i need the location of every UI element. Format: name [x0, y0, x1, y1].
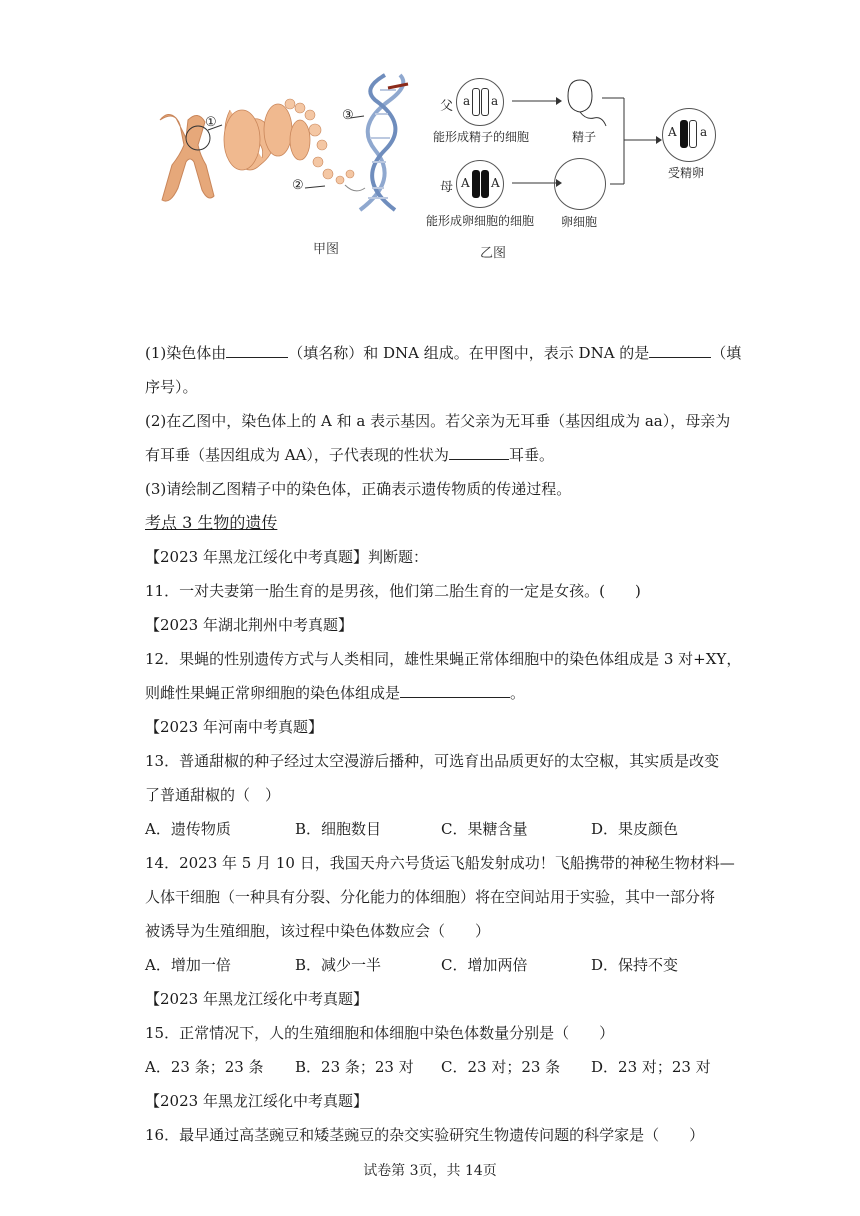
- source-q12: 【2023 年湖北荆州中考真题】: [145, 616, 353, 634]
- chromosome-dna-illustration: [150, 70, 440, 220]
- figure-yi-caption: 乙图: [480, 246, 507, 261]
- q13-options: [145, 812, 725, 846]
- section-title: 考点 3 生物的遗传: [145, 513, 278, 532]
- zygote-label: 受精卵: [668, 166, 705, 180]
- q11-line: 11．一对夫妻第一胎生育的是男孩，他们第二胎生育的一定是女孩。( ): [145, 582, 641, 600]
- q13-option-d[interactable]: D．果皮颜色: [591, 820, 679, 838]
- q13-line2: 了普通甜椒的（ ）: [145, 786, 281, 804]
- label-three: ③: [342, 108, 354, 123]
- zygote-chromosome-right: [689, 120, 697, 148]
- answer-blank[interactable]: [226, 340, 288, 358]
- q13-option-a[interactable]: A．遗传物质: [145, 820, 231, 838]
- egg-cell: [554, 158, 606, 210]
- mother-allele-left: A: [461, 176, 470, 190]
- page-footer: 试卷第 3页，共 14页: [363, 1163, 497, 1179]
- answer-blank[interactable]: [400, 680, 510, 698]
- q14-line1: 14．2023 年 5 月 10 日，我国天舟六号货运飞船发射成功！飞船携带的神秘生物材料—: [145, 854, 735, 872]
- q15-option-b[interactable]: B．23 条；23 对: [295, 1058, 414, 1076]
- arrow-to-sperm: [512, 96, 562, 106]
- father-allele-right: a: [491, 94, 499, 108]
- q1-line2: 序号）。: [145, 378, 198, 396]
- q15-option-c[interactable]: C．23 对；23 条: [441, 1058, 561, 1076]
- q16-line: 16．最早通过高茎豌豆和矮茎豌豆的杂交实验研究生物遗传问题的科学家是（ ）: [145, 1126, 705, 1144]
- q13-option-c[interactable]: C．果糖含量: [441, 820, 528, 838]
- source-q15: 【2023 年黑龙江绥化中考真题】: [145, 990, 368, 1008]
- mother-label: 母: [440, 180, 454, 195]
- sperm-label: 精子: [572, 130, 597, 144]
- father-label: 父: [440, 99, 454, 114]
- mother-chromosome-left: [472, 170, 480, 198]
- q15-option-d[interactable]: D．23 对；23 对: [591, 1058, 711, 1076]
- zygote-chromosome-left: [680, 120, 688, 148]
- source-q16: 【2023 年黑龙江绥化中考真题】: [145, 1092, 368, 1110]
- figure-jia-caption: 甲图: [313, 242, 340, 257]
- zygote-allele-right: a: [700, 125, 708, 139]
- q3-line: (3)请绘制乙图精子中的染色体，正确表示遗传物质的传递过程。: [145, 480, 572, 498]
- q15-options: [145, 1050, 725, 1084]
- q15-line: 15．正常情况下，人的生殖细胞和体细胞中染色体数量分别是（ ）: [145, 1024, 615, 1042]
- q12-line2: 则雌性果蝇正常卵细胞的染色体组成是 。: [145, 676, 725, 710]
- father-chromosome-left: [472, 88, 480, 116]
- answer-blank[interactable]: [449, 442, 509, 460]
- q14-line2: 人体干细胞（一种具有分裂、分化能力的体细胞）将在空间站用于实验，其中一部分将: [145, 888, 716, 906]
- genetics-figure: [150, 70, 730, 270]
- source-q13: 【2023 年河南中考真题】: [145, 718, 323, 736]
- mother-allele-right: A: [491, 176, 500, 190]
- answer-blank[interactable]: [649, 340, 711, 358]
- egg-cell-caption: 能形成卵细胞的细胞: [426, 214, 535, 228]
- egg-label: 卵细胞: [561, 215, 598, 229]
- source-q11: 【2023 年黑龙江绥化中考真题】判断题：: [145, 548, 428, 566]
- father-allele-left: a: [463, 94, 471, 108]
- q13-line1: 13．普通甜椒的种子经过太空漫游后播种，可选育出品质更好的太空椒，其实质是改变: [145, 752, 720, 770]
- q14-option-b[interactable]: B．减少一半: [295, 956, 382, 974]
- question-text: [145, 336, 742, 1152]
- q1-line1: (1)染色体由 （填名称）和 DNA 组成。在甲图中，表示 DNA 的是 （填: [145, 336, 725, 370]
- merge-bracket: [602, 88, 662, 208]
- sperm-cell-caption: 能形成精子的细胞: [433, 130, 530, 144]
- q14-option-d[interactable]: D．保持不变: [591, 956, 679, 974]
- mother-chromosome-right: [481, 170, 489, 198]
- label-two: ②: [292, 178, 304, 193]
- q15-option-a[interactable]: A．23 条；23 条: [145, 1058, 264, 1076]
- q14-options: [145, 948, 725, 982]
- father-chromosome-right: [481, 88, 489, 116]
- q2-line2: 有耳垂（基因组成为 AA），子代表现的性状为 耳垂。: [145, 438, 725, 472]
- q12-line1: 12．果蝇的性别遗传方式与人类相同，雄性果蝇正常体细胞中的染色体组成是 3 对+XY，: [145, 650, 742, 668]
- label-one: ①: [205, 115, 217, 130]
- q2-line1: (2)在乙图中，染色体上的 A 和 a 表示基因。若父亲为无耳垂（基因组成为 aa），母亲为: [145, 412, 731, 430]
- q14-option-a[interactable]: A．增加一倍: [145, 956, 231, 974]
- q13-option-b[interactable]: B．细胞数目: [295, 820, 382, 838]
- q14-line3: 被诱导为生殖细胞，该过程中染色体数应会（ ）: [145, 922, 491, 940]
- zygote-allele-left: A: [668, 125, 677, 139]
- q14-option-c[interactable]: C．增加两倍: [441, 956, 528, 974]
